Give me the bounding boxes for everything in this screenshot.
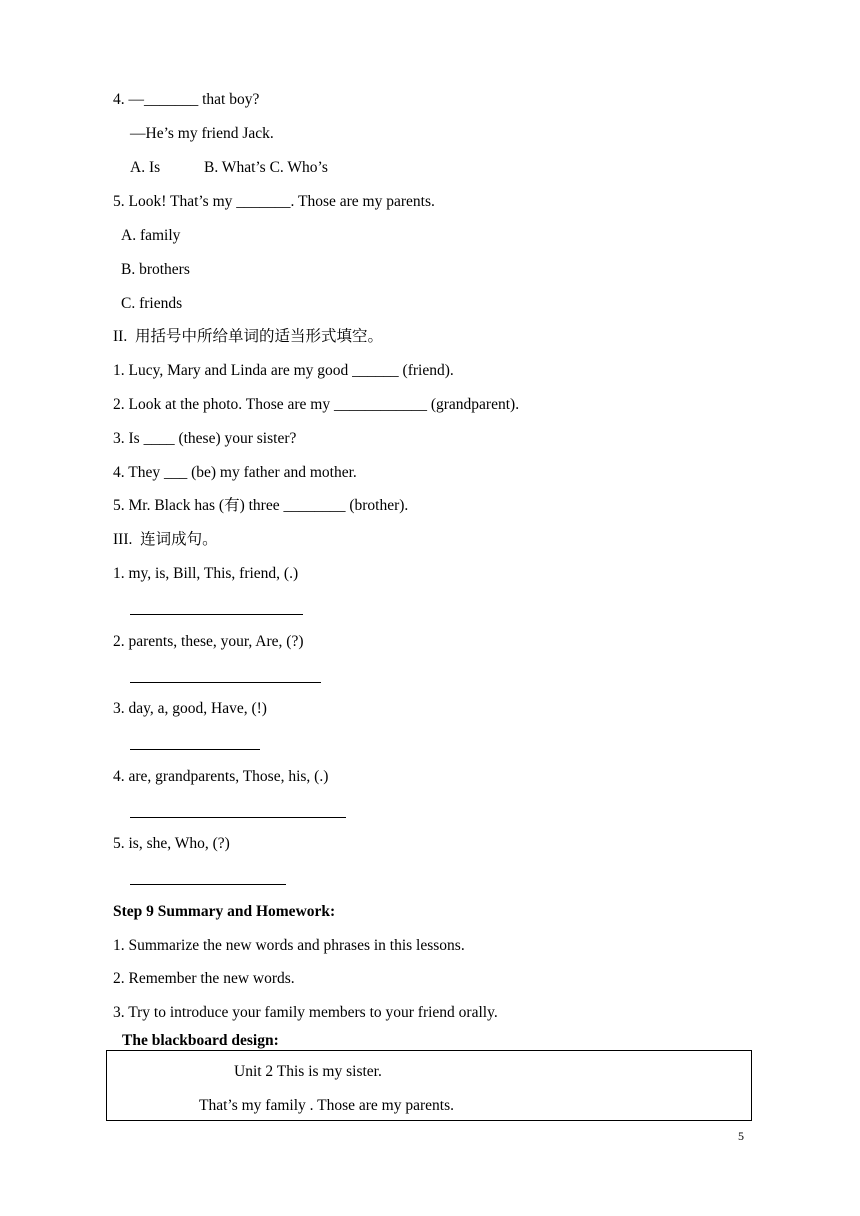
part-iii-item-3: 3. day, a, good, Have, (!) xyxy=(113,700,267,717)
question-4-options-bc: B. What’s C. Who’s xyxy=(204,159,328,176)
answer-blank-2 xyxy=(130,682,321,683)
part-iii-item-2: 2. parents, these, your, Are, (?) xyxy=(113,633,304,650)
blackboard-line-1: Unit 2 This is my sister. xyxy=(234,1063,382,1080)
answer-blank-4 xyxy=(130,817,346,818)
question-5-option-b: B. brothers xyxy=(121,261,190,278)
answer-blank-5 xyxy=(130,884,286,885)
question-5-option-c: C. friends xyxy=(121,295,183,312)
part-iii-heading: III. 连词成句。 xyxy=(113,531,218,548)
part-ii-item-3: 3. Is ____ (these) your sister? xyxy=(113,430,297,447)
blackboard-line-2: That’s my family . Those are my parents. xyxy=(199,1097,454,1114)
blackboard-box xyxy=(106,1050,752,1121)
step9-item-2: 2. Remember the new words. xyxy=(113,970,295,987)
page-number: 5 xyxy=(738,1129,744,1143)
step9-heading: Step 9 Summary and Homework: xyxy=(113,903,336,920)
question-5-stem: 5. Look! That’s my _______. Those are my parents. xyxy=(113,193,435,210)
question-4-option-a: A. Is xyxy=(130,159,161,176)
answer-blank-3 xyxy=(130,749,260,750)
part-ii-heading: II. 用括号中所给单词的适当形式填空。 xyxy=(113,328,383,345)
blackboard-heading: The blackboard design: xyxy=(122,1032,279,1049)
question-4-response: —He’s my friend Jack. xyxy=(130,125,274,142)
part-ii-item-2: 2. Look at the photo. Those are my ____________ (grandparent). xyxy=(113,396,520,413)
step9-item-1: 1. Summarize the new words and phrases in this lessons. xyxy=(113,937,465,954)
step9-item-3: 3. Try to introduce your family members to your friend orally. xyxy=(113,1004,498,1021)
answer-blank-1 xyxy=(130,614,303,615)
part-iii-item-1: 1. my, is, Bill, This, friend, (.) xyxy=(113,565,299,582)
question-4-stem: 4. —_______ that boy? xyxy=(113,91,260,108)
part-ii-item-5: 5. Mr. Black has (有) three ________ (brother). xyxy=(113,497,409,514)
part-iii-item-4: 4. are, grandparents, Those, his, (.) xyxy=(113,768,329,785)
part-ii-item-1: 1. Lucy, Mary and Linda are my good ______ (friend). xyxy=(113,362,454,379)
part-ii-item-4: 4. They ___ (be) my father and mother. xyxy=(113,464,357,481)
question-5-option-a: A. family xyxy=(121,227,181,244)
part-iii-item-5: 5. is, she, Who, (?) xyxy=(113,835,230,852)
